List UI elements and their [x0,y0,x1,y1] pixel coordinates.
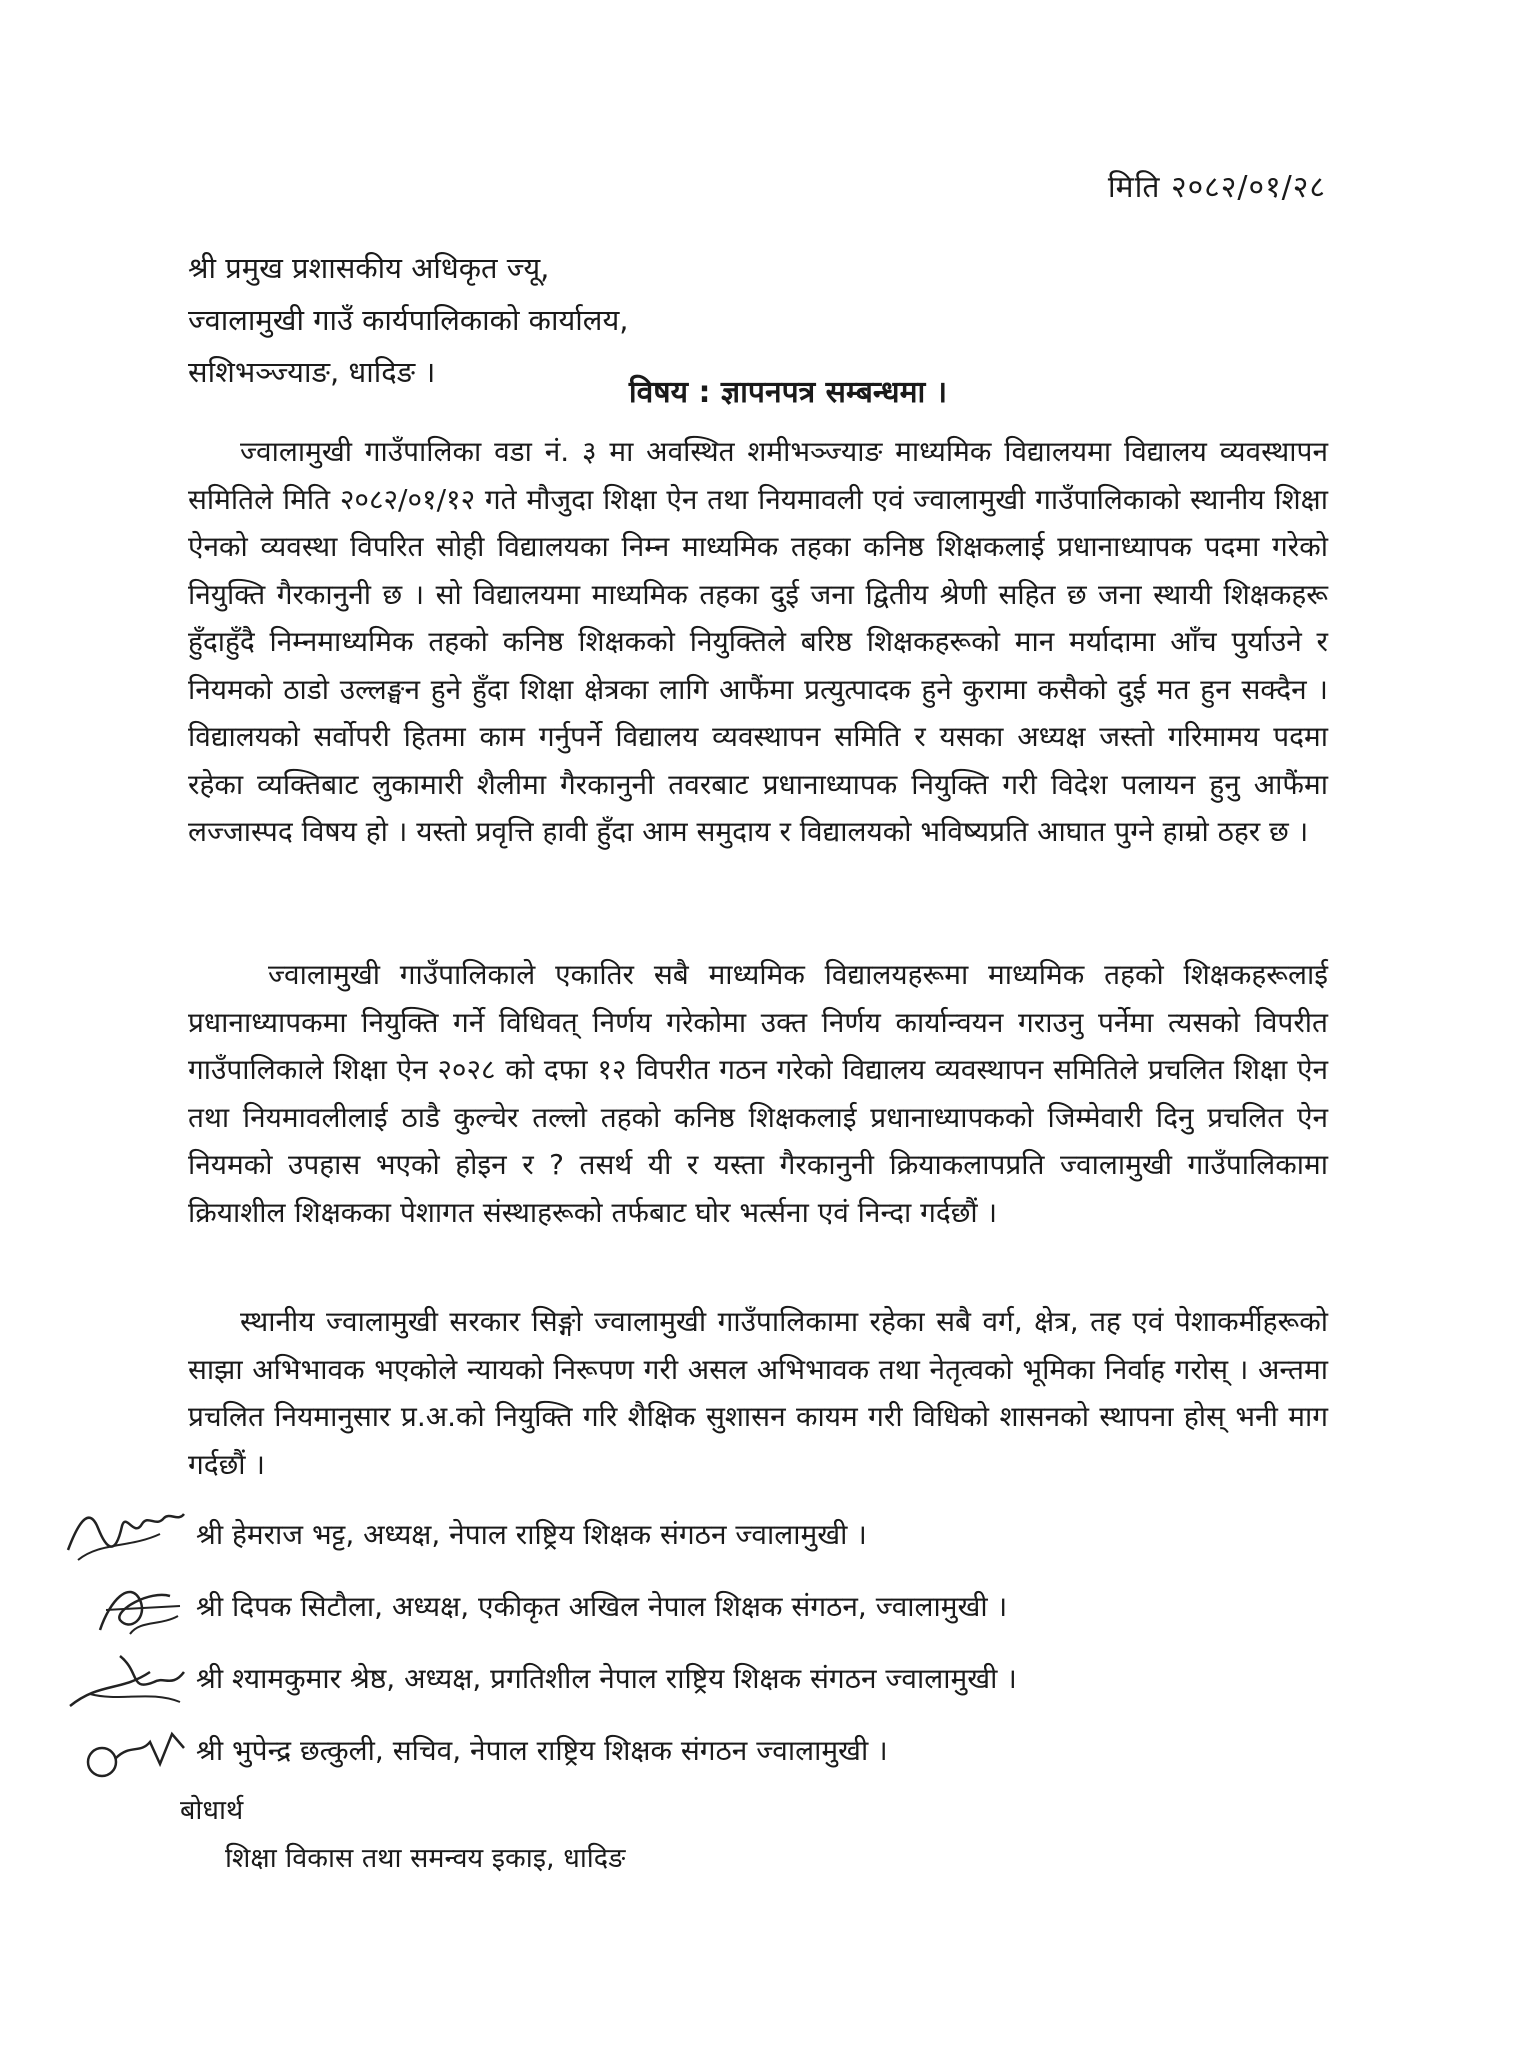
signatory-row [60,1570,1260,1642]
handwritten-signature-icon [60,1714,190,1786]
paragraph-3-text: स्थानीय ज्वालामुखी सरकार सिङ्गो ज्वालामुखी गाउँपालिकामा रहेका सबै वर्ग, क्षेत्र, तह एवं पेशाकर्मीहरूको साझा अभिभावक भएकोले न्यायको निरूपण गरी असल अभिभावक तथा नेतृत्वको भूमिका निर्वाह गरोस् । अन्तमा प्रचलित नियमानुसार प्र.अ.को नियुक्ति गरि शैक्षिक सुशासन कायम गरी विधिको शासनको स्थापना होस् भनी माग गर्दछौं । [188,1305,1328,1481]
recipient-line-1: श्री प्रमुख प्रशासकीय अधिकृत ज्यू, [188,251,550,285]
paragraph-2-text: ज्वालामुखी गाउँपालिकाले एकातिर सबै माध्यमिक विद्यालयहरूमा माध्यमिक तहको शिक्षकहरूलाई प्रधानाध्यापकमा नियुक्ति गर्ने विधिवत् निर्णय गरेकोमा उक्त निर्णय कार्यान्वयन गराउनु पर्नेमा त्यसको विपरीत गाउँपालिकाले शिक्षा ऐन २०२८ को दफा १२ विपरीत गठन गरेको विद्यालय व्यवस्थापन समितिले प्रचलित शिक्षा ऐन तथा नियमावलीलाई ठाडै कुल्चेर तल्लो तहको कनिष्ठ शिक्षकलाई प्रधानाध्यापकको जिम्मेवारी दिनु प्रचलित ऐन नियमको उपहास भएको होइन र ? तसर्थ यी र यस्ता गैरकानुनी क्रियाकलापप्रति ज्वालामुखी गाउँपालिकामा क्रियाशील शिक्षकका पेशागत संस्थाहरूको तर्फबाट घोर भर्त्सना एवं निन्दा गर्दछौं । [188,958,1328,1229]
handwritten-signature-icon [60,1570,190,1642]
body-paragraph-3 [188,1298,1328,1488]
signatory-1: श्री हेमराज भट्ट, अध्यक्ष, नेपाल राष्ट्रिय शिक्षक संगठन ज्वालामुखी । [196,1518,867,1551]
signatory-row [60,1714,1260,1786]
body-paragraph-1 [188,428,1328,856]
paragraph-1-text: ज्वालामुखी गाउँपालिका वडा नं. ३ मा अवस्थित शमीभञ्ज्याङ माध्यमिक विद्यालयमा विद्यालय व्यवस्थापन समितिले मिति २०८२/०१/१२ गते मौजुदा शिक्षा ऐन तथा नियमावली एवं ज्वालामुखी गाउँपालिकाको स्थानीय शिक्षा ऐनको व्यवस्था विपरित सोही विद्यालयका निम्न माध्यमिक तहका कनिष्ठ शिक्षकलाई प्रधानाध्यापक पदमा गरेको नियुक्ति गैरकानुनी छ । सो विद्यालयमा माध्यमिक तहका दुई जना द्वितीय श्रेणी सहित छ जना स्थायी शिक्षकहरू हुँदाहुँदै निम्नमाध्यमिक तहको कनिष्ठ शिक्षकको नियुक्तिले बरिष्ठ शिक्षकहरूको मान मर्यादामा आँच पुर्याउने र नियमको ठाडो उल्लङ्घन हुने हुँदा शिक्षा क्षेत्रका लागि आफैंमा प्रत्युत्पादक हुने कुरामा कसैको दुई मत हुन सक्दैन । विद्यालयको सर्वोपरी हितमा काम गर्नुपर्ने विद्यालय व्यवस्थापन समिति र यसका अध्यक्ष जस्तो गरिमामय पदमा रहेका व्यक्तिबाट लुकामारी शैलीमा गैरकानुनी तवरबाट प्रधानाध्यापक नियुक्ति गरी विदेश पलायन हुनु आफैंमा लज्जास्पद विषय हो । यस्तो प्रवृत्ति हावी हुँदा आम समुदाय र विद्यालयको भविष्यप्रति आघात पुग्ने हाम्रो ठहर छ । [188,435,1328,848]
cc-recipient: शिक्षा विकास तथा समन्वय इकाइ, धादिङ [225,1843,626,1874]
signatory-row [60,1642,1260,1714]
signatory-list [60,1498,1260,1786]
handwritten-signature-icon [60,1642,190,1714]
cc-label: बोधार्थ [180,1795,244,1826]
body-paragraph-2 [188,951,1328,1236]
handwritten-signature-icon [60,1498,190,1570]
signatory-4: श्री भुपेन्द्र छत्कुली, सचिव, नेपाल राष्ट्रिय शिक्षक संगठन ज्वालामुखी । [196,1734,888,1767]
letter-date: मिति २०८२/०१/२८ [1107,170,1326,205]
signatory-row [60,1498,1260,1570]
signatory-2: श्री दिपक सिटौला, अध्यक्ष, एकीकृत अखिल नेपाल शिक्षक संगठन, ज्वालामुखी । [196,1590,1008,1623]
signatory-3: श्री श्यामकुमार श्रेष्ठ, अध्यक्ष, प्रगतिशील नेपाल राष्ट्रिय शिक्षक संगठन ज्वालामुखी । [196,1662,1017,1695]
recipient-line-3: सशिभञ्ज्याङ, धादिङ । [188,355,436,389]
letter-subject: विषय : ज्ञापनपत्र सम्बन्धमा । [628,375,948,410]
recipient-line-2: ज्वालामुखी गाउँ कार्यपालिकाको कार्यालय, [188,303,629,337]
